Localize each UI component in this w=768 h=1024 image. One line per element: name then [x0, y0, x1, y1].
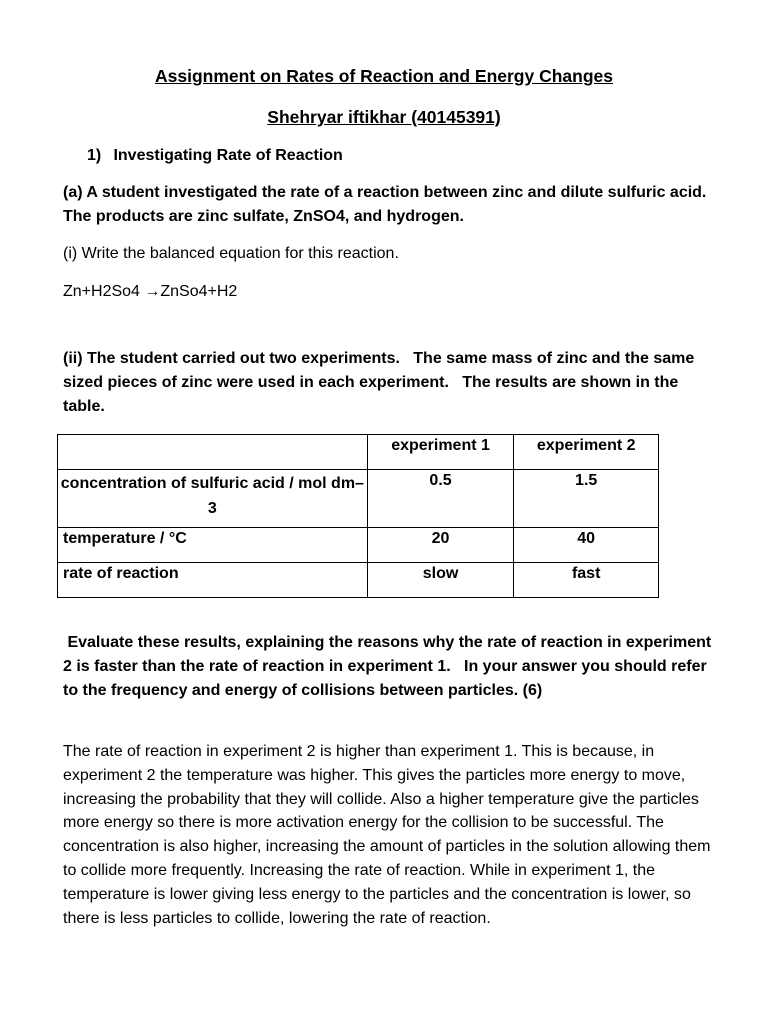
balanced-equation: Zn+H2So4 →ZnSo4+H2 [63, 283, 238, 300]
table-header-label: experiment 2 [536, 437, 636, 454]
table-cell [58, 563, 368, 598]
table-header-cell [514, 435, 659, 470]
answer-text: The rate of reaction in experiment 2 is higher than experiment 1. This is because, in experiment 2 the temperature was higher. This gives the particles more energy to move, increasing the probability that they will collide. Also a higher temperature give the particles more energy so there is more activation energy for the collision to be successful. The concentration is also higher, increasing the amount of particles in the solution allowing them to collide more frequently. Increasing the rate of reaction. While in experiment 1, the temperature is lower giving less energy to the particles and the concentration is lower, so there is less particles to collide, lowering the rate of reaction. [63, 743, 711, 927]
results-table [57, 434, 659, 598]
evaluate-prompt: Evaluate these results, explaining the reasons why the rate of reaction in experiment 2 is faster than the rate of reaction in experiment 1. In your answer you should refer to the frequency and energy of collisions between particles. (6) [63, 634, 716, 699]
table-header-row [58, 435, 659, 470]
table-cell [367, 470, 514, 528]
row-label: temperature / °C [63, 530, 187, 547]
table-cell [58, 470, 368, 528]
table-header-cell [58, 435, 368, 470]
table-cell [514, 528, 659, 563]
row-label: concentration of sulfuric acid / mol dm–3 [60, 475, 364, 517]
table-header-cell [367, 435, 514, 470]
section-heading [87, 147, 343, 165]
cell-value: fast [571, 565, 601, 582]
table-cell [367, 528, 514, 563]
table-cell [514, 470, 659, 528]
author-line: Shehryar iftikhar (40145391) [267, 107, 501, 127]
cell-value: slow [422, 565, 459, 582]
document-title: Assignment on Rates of Reaction and Energy Changes [155, 66, 613, 86]
cell-value: 20 [431, 530, 450, 547]
table-cell [58, 528, 368, 563]
question-a: (a) A student investigated the rate of a reaction between zinc and dilute sulfuric acid. The products are zinc sulfate, ZnSO4, and hydrogen. [63, 184, 707, 225]
table-header-label: experiment 1 [391, 437, 490, 454]
table-cell [514, 563, 659, 598]
question-i: (i) Write the balanced equation for this reaction. [63, 245, 399, 262]
table-row [58, 470, 659, 528]
cell-value: 1.5 [575, 472, 598, 489]
question-ii: (ii) The student carried out two experiments. The same mass of zinc and the same sized pieces of zinc were used in each experiment. The results are shown in the table. [63, 350, 699, 415]
table-row [58, 563, 659, 598]
table-row [58, 528, 659, 563]
cell-value: 40 [577, 530, 596, 547]
section-title: Investigating Rate of Reaction [113, 147, 343, 164]
row-label: rate of reaction [63, 565, 179, 582]
section-number: 1) [87, 147, 102, 164]
cell-value: 0.5 [429, 472, 452, 489]
table-cell [367, 563, 514, 598]
